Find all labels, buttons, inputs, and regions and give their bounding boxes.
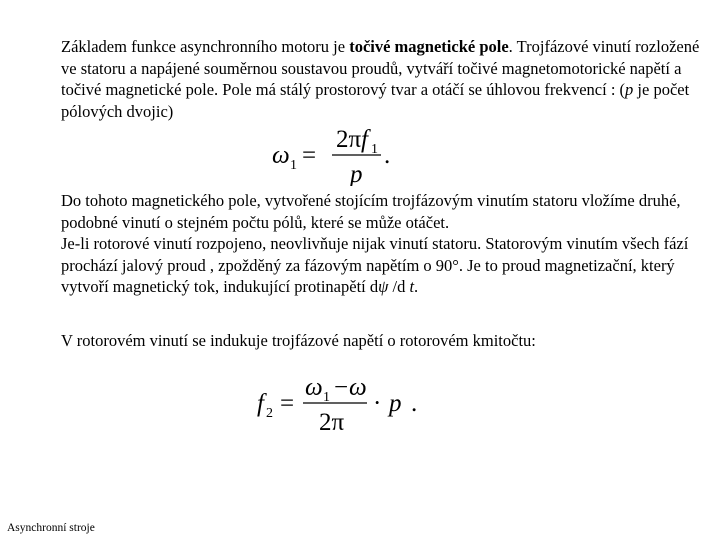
- formula1-omega-subscript: 1: [290, 158, 297, 173]
- paragraph-rotor-frequency: [61, 330, 701, 352]
- formula1-equals: =: [302, 142, 317, 169]
- paragraph1-text-b: . Trojfázové vinutí rozložené ve statoru a napájené souměrnou soustavou proudů, vytváří točivé magnetomotorické napětí a točivé magnetické pole. Pole má stálý prostorový tvar a otáčí se úhlovou frekvencí : (: [61, 37, 700, 99]
- dpsi-slash-d: /d: [388, 277, 410, 296]
- dpsi-d: d: [369, 277, 379, 296]
- formula2-f-subscript: 2: [266, 406, 273, 421]
- formula1-num-f: f: [361, 126, 368, 153]
- formula2-times: ·: [373, 390, 382, 417]
- formula2-f: f: [257, 390, 264, 417]
- formula2-omega: ω: [349, 374, 367, 401]
- paragraph1-text-c: je počet pólových dvojic): [61, 80, 690, 121]
- formula2-minus: −: [334, 374, 349, 401]
- formula-angular-frequency: [270, 124, 400, 191]
- formula1-dot: .: [384, 142, 391, 169]
- formula2-dot: .: [411, 390, 418, 417]
- paragraph-rotor-winding: [61, 190, 701, 298]
- formula1-den: p: [350, 161, 363, 186]
- formula2-den: 2π: [319, 409, 345, 436]
- footer-label: Asynchronní stroje: [7, 522, 95, 534]
- var-t: t: [409, 277, 415, 296]
- formula-rotor-frequency: [255, 372, 435, 441]
- formula2-omega1-subscript: 1: [323, 390, 330, 405]
- psi-symbol: ψ: [378, 277, 389, 296]
- formula1-num-subscript: 1: [371, 142, 378, 157]
- formula1-omega: ω: [272, 142, 290, 169]
- formula1-num-coef: 2π: [336, 126, 362, 153]
- paragraph2-end: .: [414, 277, 419, 296]
- formula2-equals: =: [280, 390, 295, 417]
- var-p: p: [625, 80, 634, 99]
- paragraph1-text-a: Základem funkce asynchronního motoru je: [61, 37, 350, 56]
- formula2-omega1: ω: [305, 374, 323, 401]
- paragraph3-text: V rotorovém vinutí se indukuje trojfázové napětí o rotorovém kmitočtu:: [61, 331, 536, 350]
- formula2-p: p: [389, 390, 402, 417]
- paragraph2-line1: Do tohoto magnetického pole, vytvořené stojícím trojfázovým vinutím statoru vložíme druhé, podobné vinutí o stejném počtu pólů, které se může otáčet.: [61, 191, 681, 232]
- rotating-field-term: točivé magnetické pole: [349, 37, 509, 56]
- paragraph2-line2: Je-li rotorové vinutí rozpojeno, neovlivňuje nijak vinutí statoru. Statorovým vinutím všech fází prochází jalový proud , zpožděný za fázovým napětím o 90°. Je to proud magnetizační, který vytvoří magnetický tok, indukující protinapětí: [61, 234, 689, 296]
- paragraph-rotating-field: [61, 36, 701, 122]
